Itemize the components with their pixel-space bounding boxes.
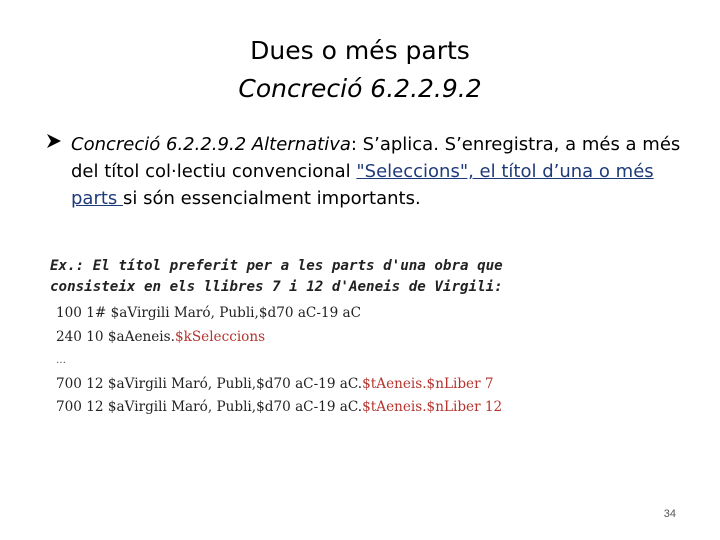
marc-field-row	[56, 326, 706, 350]
example-heading	[50, 256, 690, 298]
title-line-1: Dues o més parts	[250, 36, 470, 65]
arrow-bullet-icon	[44, 131, 64, 159]
bullet-text-part-1: : S’aplica. S’enregistra, a més a més del títol col·lectiu convencional	[71, 134, 681, 182]
bullet-link[interactable]: "Seleccions", el títol d’una o més parts	[71, 161, 654, 209]
marc-highlight-subfield: $tAeneis.$nLiber 7	[362, 375, 494, 392]
bullet-text-part-2: si són essencialment importants.	[123, 188, 421, 209]
title-line-2: Concreció 6.2.2.9.2	[238, 74, 482, 103]
marc-content: $aVirgili Maró, Publi,$d70 aC-19 aC	[110, 305, 362, 321]
marc-content: $aVirgili Maró, Publi,$d70 aC-19 aC.	[107, 399, 363, 415]
marc-field-row	[56, 302, 706, 326]
marc-highlight-subfield: $kSeleccions	[174, 328, 266, 345]
marc-tag: 700 12	[56, 399, 108, 415]
marc-field-row	[56, 373, 706, 397]
marc-tag: 700 12	[56, 375, 108, 392]
marc-ellipsis: …	[56, 355, 66, 366]
marc-record	[56, 302, 706, 420]
page-number: 34	[663, 508, 676, 520]
slide-title	[0, 32, 720, 108]
bullet-text	[71, 131, 694, 212]
marc-field-row	[56, 396, 706, 420]
bullet-paragraph	[44, 131, 694, 212]
bullet-term: Concreció 6.2.2.9.2 Alternativa	[71, 134, 351, 155]
marc-content: $aVirgili Maró, Publi,$d70 aC-19 aC.	[107, 375, 363, 392]
example-line-1: Ex.: El títol preferit per a les parts d'una obra que	[50, 258, 503, 274]
marc-content: $aAeneis.	[107, 328, 175, 345]
example-line-2: consisteix en els llibres 7 i 12 d'Aeneis de Virgili:	[50, 279, 503, 295]
marc-tag: 240 10	[56, 328, 108, 345]
marc-tag: 100 1#	[56, 305, 111, 321]
marc-highlight-subfield: $tAeneis.$nLiber 12	[362, 399, 503, 415]
